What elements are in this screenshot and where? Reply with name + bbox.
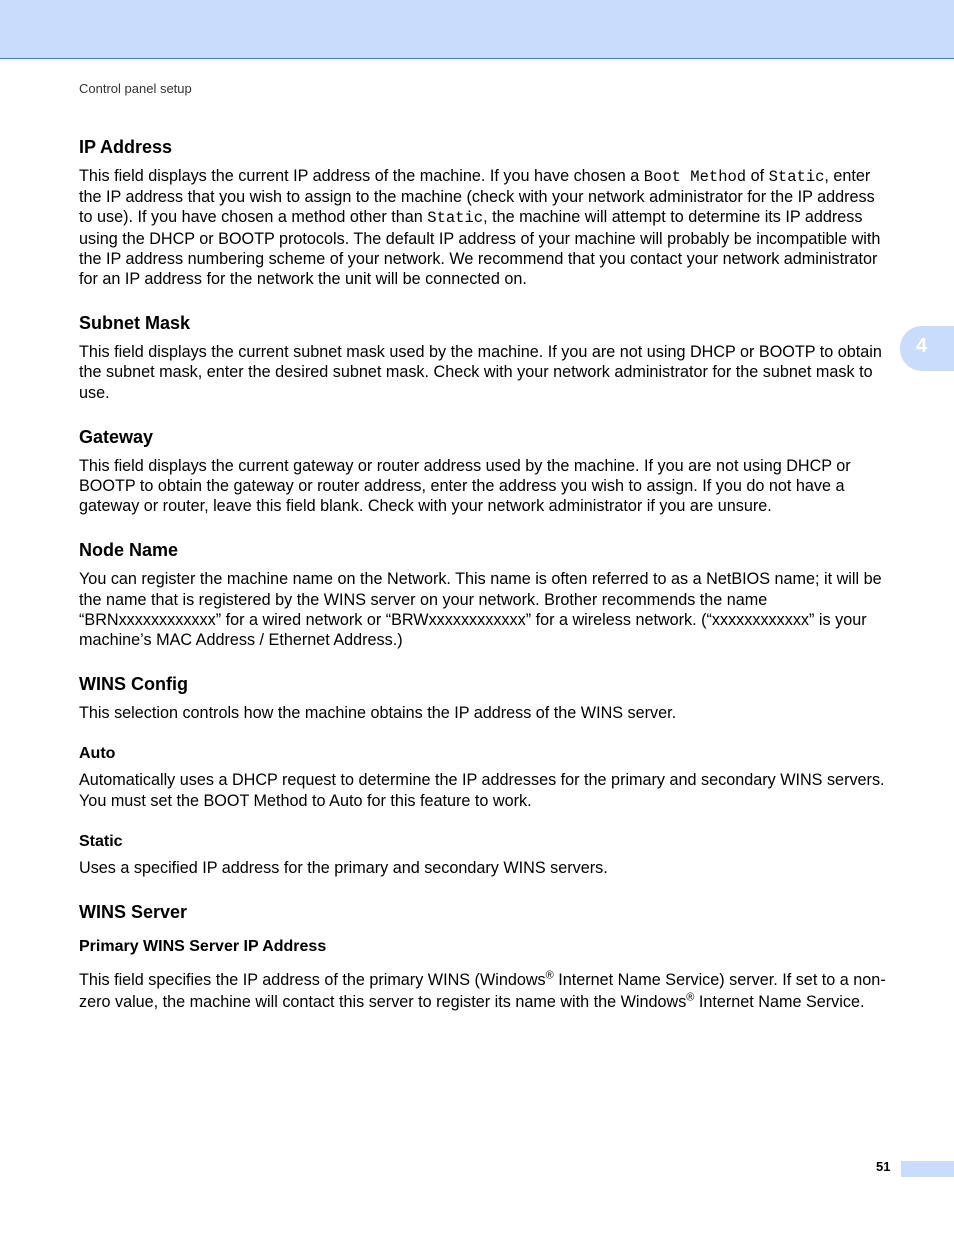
running-header: Control panel setup [79, 81, 192, 96]
ip-address-paragraph: This field displays the current IP address of the machine. If you have chosen a Boot Method of Static, enter the IP address that you wish to assign to the machine (check with your network administrator for the IP address to use). If you have chosen a method other than Static, the machine will attempt to determine its IP address using the DHCP or BOOTP protocols. The default IP address of your machine will probably be incompatible with the IP address numbering scheme of your network. We recommend that you contact your network administrator for an IP address for the network the unit will be connected on. [79, 167, 881, 289]
gateway-paragraph: This field displays the current gateway or router address used by the machine. If you are not using DHCP or BOOTP to obtain the gateway or router address, enter the address you wish to assign. If you do not have a gateway or router, leave this field blank. Check with your network administrator if you are unsure. [79, 456, 851, 516]
static-paragraph: Uses a specified IP address for the primary and secondary WINS servers. [79, 858, 608, 877]
subnet-mask-paragraph: This field displays the current subnet mask used by the machine. If you are not using DHCP or BOOTP to obtain the subnet mask, enter the desired subnet mask. Check with your network administrator for the subnet mask to use. [79, 343, 882, 402]
header-band [0, 0, 954, 59]
page-number-bar [901, 1161, 954, 1177]
auto-paragraph: Automatically uses a DHCP request to determine the IP addresses for the primary and secondary WINS servers. You must set the BOOT Method to Auto for this feature to work. [79, 771, 885, 810]
page-content [79, 136, 891, 1036]
subsection-title-auto: Auto [79, 745, 116, 763]
section-title-wins-server: WINS Server [79, 902, 188, 923]
code-boot-method: Boot Method [643, 168, 747, 186]
section-title-subnet-mask: Subnet Mask [79, 313, 191, 334]
code-static: Static [768, 168, 825, 186]
chapter-number: 4 [916, 335, 928, 357]
node-name-paragraph: You can register the machine name on the Network. This name is often referred to as a NetBIOS name; it will be the name that is registered by the WINS server on your network. Brother recommends the name “BRNxxxxxxxxxxxx” for a wired network or “BRWxxxxxxxxxxxx” for a wireless network. (“xxxxxxxxxxxx” is your machine’s MAC Address / Ethernet Address.) [79, 570, 882, 650]
section-title-gateway: Gateway [79, 426, 154, 447]
section-title-wins-config: WINS Config [79, 674, 188, 695]
registered-mark: ® [686, 991, 695, 1004]
chapter-tab [900, 326, 954, 371]
page-number: 51 [876, 1159, 891, 1174]
code-static: Static [427, 209, 484, 228]
wins-config-paragraph: This selection controls how the machine obtains the IP address of the WINS server. [79, 704, 677, 723]
section-title-node-name: Node Name [79, 540, 179, 561]
subsection-title-static: Static [79, 832, 123, 850]
primary-wins-paragraph: This field specifies the IP address of the primary WINS (Windows® Internet Name Service) server. If set to a non-zero value, the machine will contact this server to register its name with the Windows® Internet Name Service. [79, 969, 886, 1012]
section-title-ip-address: IP Address [79, 137, 173, 157]
subsection-title-primary-wins: Primary WINS Server IP Address [79, 938, 327, 956]
registered-mark: ® [545, 969, 554, 982]
